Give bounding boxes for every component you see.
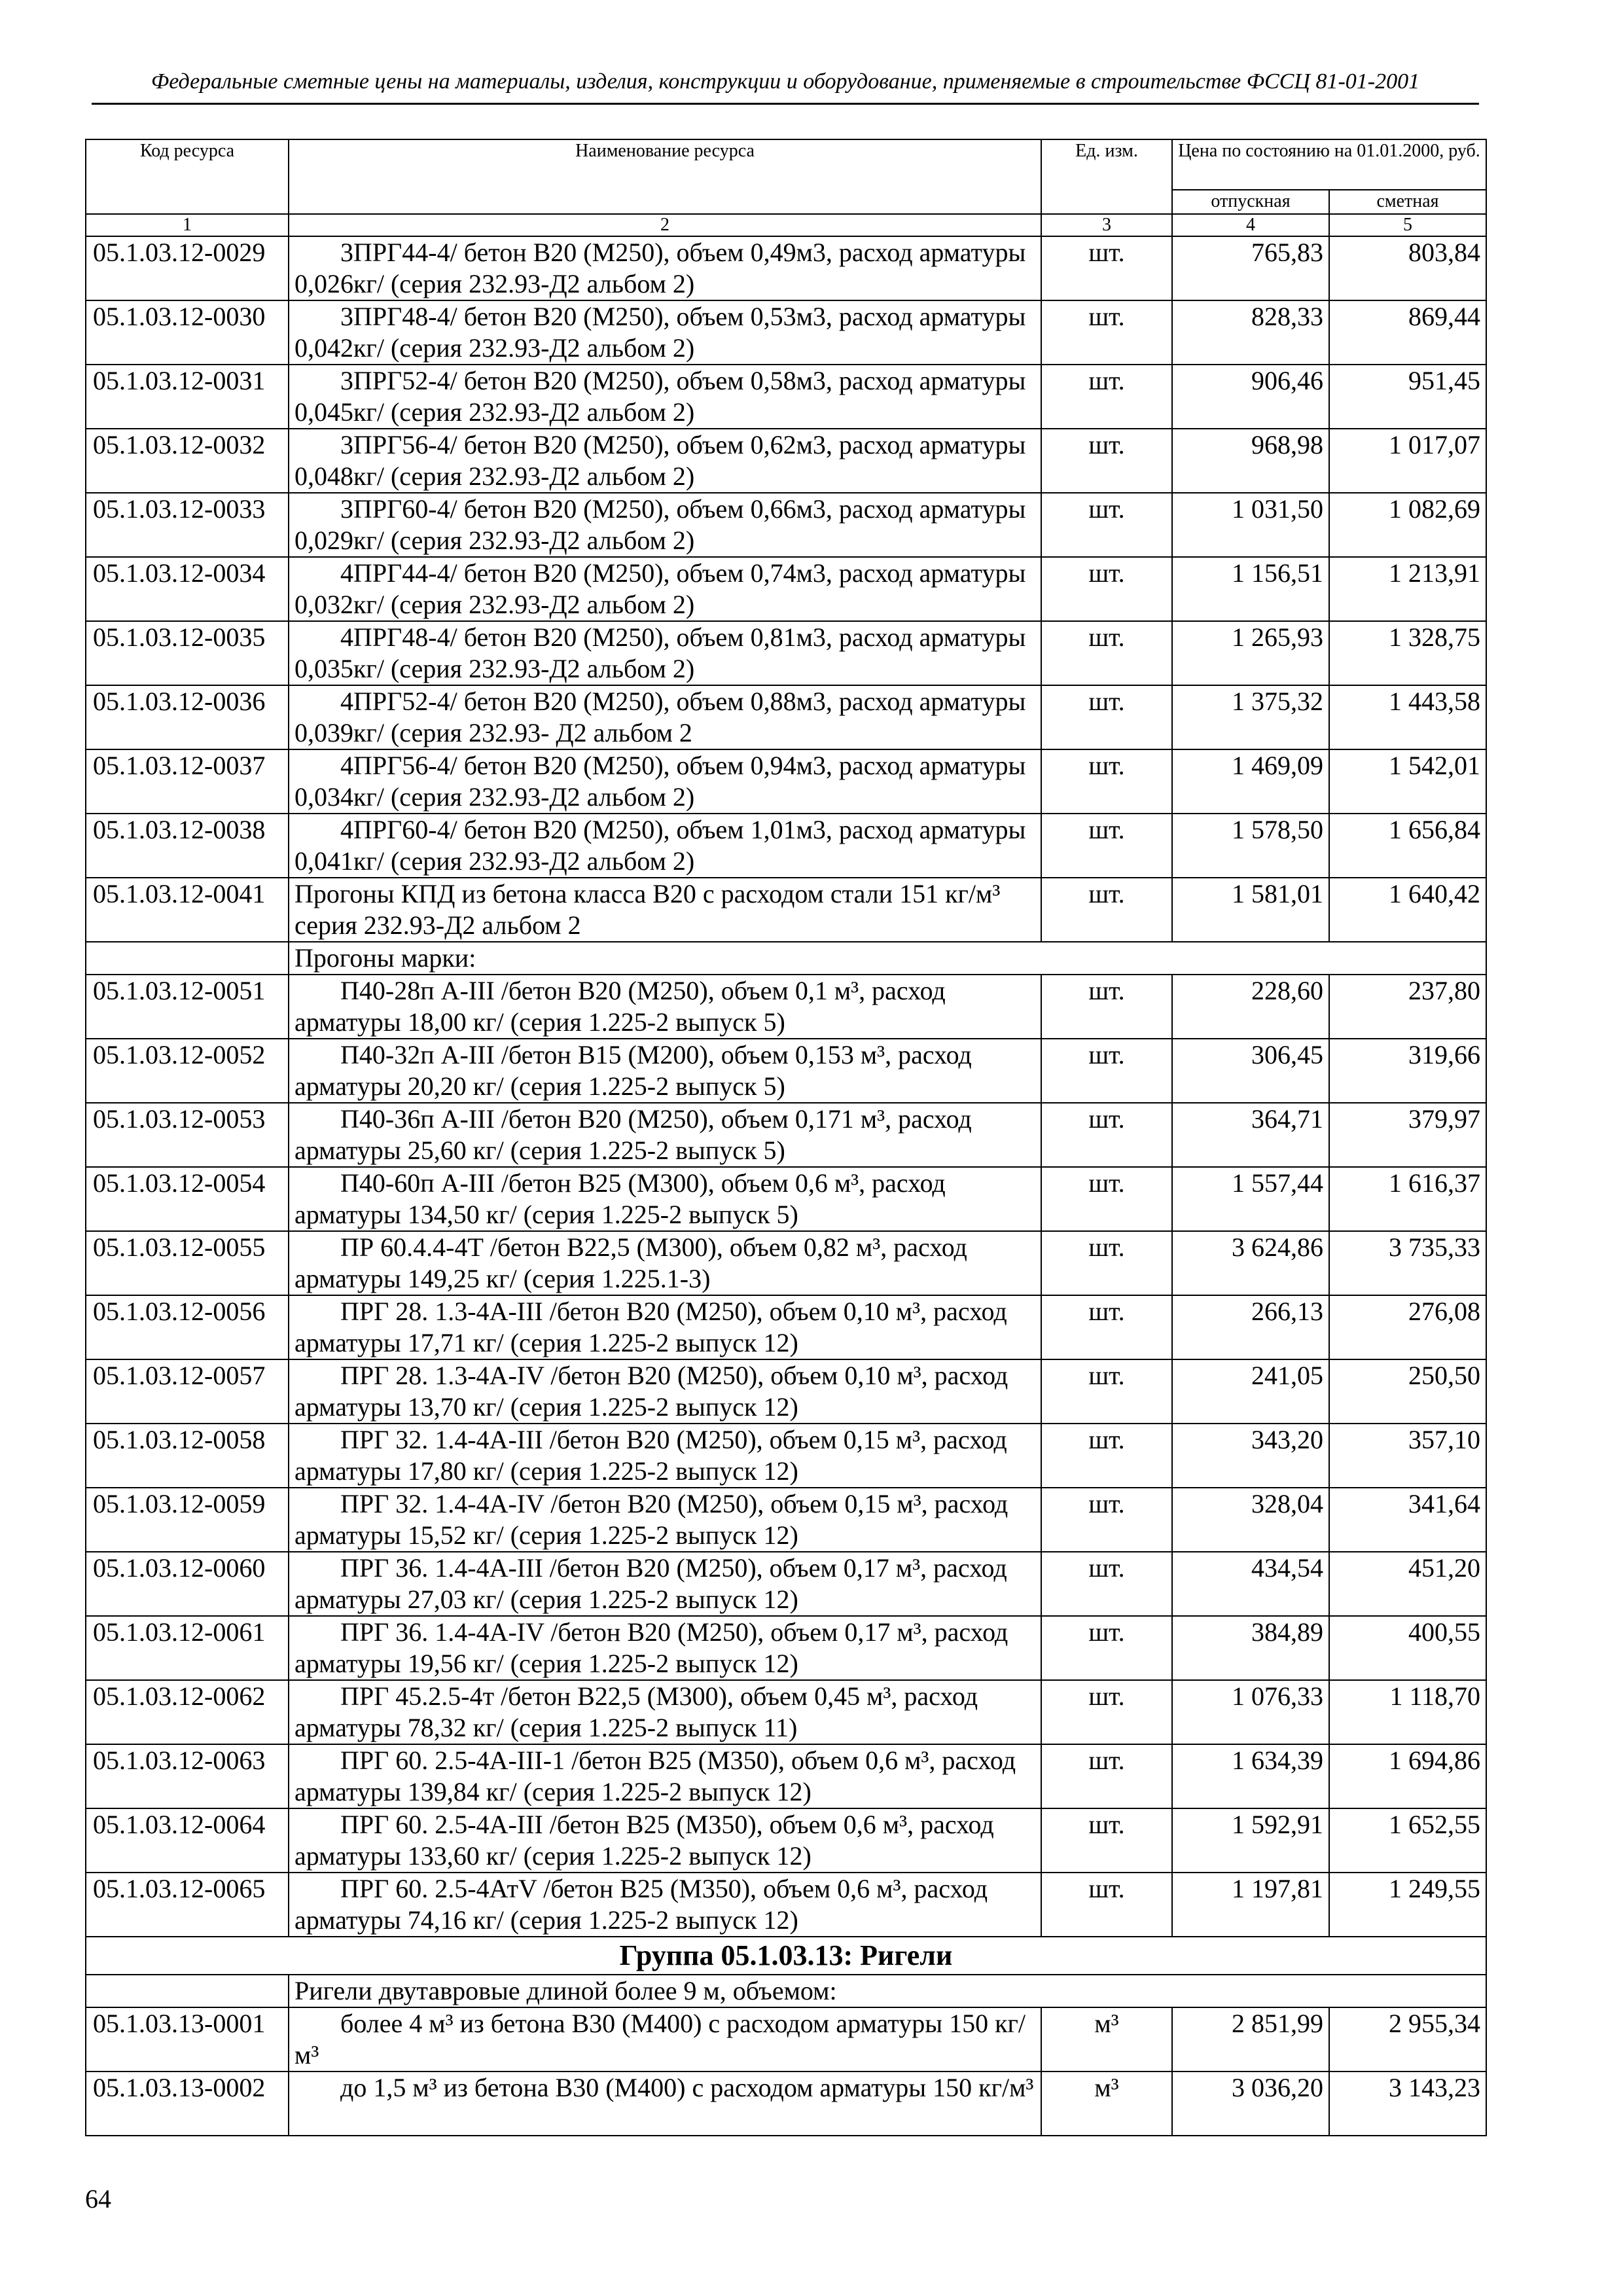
table-row [86,975,1486,1039]
estimate-price: 1 328,75 [1329,621,1486,685]
table-row [86,2007,1486,2072]
resource-code: 05.1.03.12-0064 [86,1808,289,1873]
resource-name: ПР 60.4.4-4Т /бетон В22,5 (М300), объем 0,82 м³, расход арматуры 149,25 кг/ (серия 1.225.1-3) [289,1231,1041,1295]
unit-of-measure: шт. [1041,878,1172,942]
release-price: 1 197,81 [1172,1873,1329,1937]
resource-code: 05.1.03.12-0059 [86,1488,289,1552]
resource-name: ПРГ 45.2.5-4т /бетон В22,5 (М300), объем 0,45 м³, расход арматуры 78,32 кг/ (серия 1.225-2 выпуск 11) [289,1680,1041,1744]
resource-name: ПРГ 28. 1.3-4А-III /бетон В20 (М250), объем 0,10 м³, расход арматуры 17,71 кг/ (серия 1.225-2 выпуск 12) [289,1295,1041,1359]
estimate-price: 951,45 [1329,365,1486,429]
resource-code: 05.1.03.12-0063 [86,1744,289,1808]
table-row [86,1295,1486,1359]
resource-name: ПРГ 60. 2.5-4А-III /бетон В25 (М350), объем 0,6 м³, расход арматуры 133,60 кг/ (серия 1.225-2 выпуск 12) [289,1808,1041,1873]
resource-code: 05.1.03.12-0062 [86,1680,289,1744]
table-row [86,1680,1486,1744]
release-price: 228,60 [1172,975,1329,1039]
table-row [86,1808,1486,1873]
empty-code-cell [86,1975,289,2007]
table-row [86,300,1486,365]
resource-name: 3ПРГ44-4/ бетон В20 (М250), объем 0,49м3, расход арматуры 0,026кг/ (серия 232.93-Д2 альбом 2) [289,236,1041,300]
resource-code: 05.1.03.12-0060 [86,1552,289,1616]
unit-of-measure: шт. [1041,365,1172,429]
estimate-price: 1 082,69 [1329,493,1486,557]
header-rule [92,103,1479,105]
release-price: 1 581,01 [1172,878,1329,942]
resource-code: 05.1.03.12-0038 [86,814,289,878]
resource-code: 05.1.03.12-0033 [86,493,289,557]
table-row [86,814,1486,878]
table-row [86,429,1486,493]
resource-code: 05.1.03.12-0037 [86,749,289,814]
resource-code: 05.1.03.12-0035 [86,621,289,685]
resource-code: 05.1.03.12-0030 [86,300,289,365]
page-number: 64 [85,2184,111,2214]
group-heading-row [86,1937,1486,1975]
estimate-price: 250,50 [1329,1359,1486,1424]
release-price: 328,04 [1172,1488,1329,1552]
table-row [86,1873,1486,1937]
resource-code: 05.1.03.12-0029 [86,236,289,300]
table-row [86,557,1486,621]
unit-of-measure: шт. [1041,1488,1172,1552]
resource-code: 05.1.03.12-0058 [86,1424,289,1488]
estimate-price: 319,66 [1329,1039,1486,1103]
unit-of-measure: шт. [1041,1808,1172,1873]
table-row [86,2072,1486,2136]
unit-of-measure: м³ [1041,2007,1172,2072]
estimate-price: 1 640,42 [1329,878,1486,942]
unit-of-measure: шт. [1041,1295,1172,1359]
header-release-price: отпускная [1172,190,1329,214]
estimate-price: 869,44 [1329,300,1486,365]
resource-name: ПРГ 60. 2.5-4АтV /бетон В25 (М350), объем 0,6 м³, расход арматуры 74,16 кг/ (серия 1.225-2 выпуск 12) [289,1873,1041,1937]
estimate-price: 451,20 [1329,1552,1486,1616]
column-number: 5 [1329,214,1486,236]
estimate-price: 1 656,84 [1329,814,1486,878]
resource-code: 05.1.03.12-0065 [86,1873,289,1937]
release-price: 384,89 [1172,1616,1329,1680]
release-price: 968,98 [1172,429,1329,493]
release-price: 3 036,20 [1172,2072,1329,2136]
estimate-price: 1 017,07 [1329,429,1486,493]
estimate-price: 1 616,37 [1329,1167,1486,1231]
release-price: 1 031,50 [1172,493,1329,557]
resource-code: 05.1.03.12-0054 [86,1167,289,1231]
estimate-price: 1 652,55 [1329,1808,1486,1873]
header-code: Код ресурса [86,139,289,214]
unit-of-measure: шт. [1041,236,1172,300]
header-unit: Ед. изм. [1041,139,1172,214]
table-row [86,1616,1486,1680]
unit-of-measure: шт. [1041,1873,1172,1937]
table-row [86,1167,1486,1231]
resource-code: 05.1.03.12-0055 [86,1231,289,1295]
release-price: 2 851,99 [1172,2007,1329,2072]
table-row [86,1231,1486,1295]
release-price: 1 578,50 [1172,814,1329,878]
resource-code: 05.1.03.12-0034 [86,557,289,621]
unit-of-measure: шт. [1041,1552,1172,1616]
column-number: 1 [86,214,289,236]
estimate-price: 3 735,33 [1329,1231,1486,1295]
table-row [86,1744,1486,1808]
table-row [86,621,1486,685]
resource-code: 05.1.03.12-0031 [86,365,289,429]
estimate-price: 237,80 [1329,975,1486,1039]
resource-name: 4ПРГ52-4/ бетон В20 (М250), объем 0,88м3, расход арматуры 0,039кг/ (серия 232.93- Д2 альбом 2 [289,685,1041,749]
table-row [86,1488,1486,1552]
estimate-price: 2 955,34 [1329,2007,1486,2072]
release-price: 364,71 [1172,1103,1329,1167]
table-row [86,1359,1486,1424]
header-name: Наименование ресурса [289,139,1041,214]
unit-of-measure: шт. [1041,1103,1172,1167]
resource-code: 05.1.03.12-0052 [86,1039,289,1103]
header-price-group: Цена по состоянию на 01.01.2000, руб. [1172,139,1486,190]
release-price: 1 156,51 [1172,557,1329,621]
resource-name: ПРГ 32. 1.4-4А-III /бетон В20 (М250), объем 0,15 м³, расход арматуры 17,80 кг/ (серия 1.225-2 выпуск 12) [289,1424,1041,1488]
subheader-label: Прогоны марки: [289,942,1486,975]
resource-name: П40-60п А-III /бетон В25 (М300), объем 0,6 м³, расход арматуры 134,50 кг/ (серия 1.225-2 выпуск 5) [289,1167,1041,1231]
release-price: 765,83 [1172,236,1329,300]
subheader-row [86,1975,1486,2007]
unit-of-measure: шт. [1041,621,1172,685]
estimate-price: 379,97 [1329,1103,1486,1167]
resource-code: 05.1.03.12-0041 [86,878,289,942]
table-row [86,685,1486,749]
estimate-price: 803,84 [1329,236,1486,300]
unit-of-measure: шт. [1041,685,1172,749]
table-row [86,365,1486,429]
estimate-price: 400,55 [1329,1616,1486,1680]
resource-name: более 4 м³ из бетона В30 (М400) с расходом арматуры 150 кг/м³ [289,2007,1041,2072]
unit-of-measure: шт. [1041,557,1172,621]
empty-code-cell [86,942,289,975]
resource-name: Прогоны КПД из бетона класса В20 с расходом стали 151 кг/м³ серия 232.93-Д2 альбом 2 [289,878,1041,942]
table-row [86,749,1486,814]
resource-name: 3ПРГ56-4/ бетон В20 (М250), объем 0,62м3, расход арматуры 0,048кг/ (серия 232.93-Д2 альбом 2) [289,429,1041,493]
release-price: 828,33 [1172,300,1329,365]
release-price: 241,05 [1172,1359,1329,1424]
release-price: 1 592,91 [1172,1808,1329,1873]
unit-of-measure: шт. [1041,1167,1172,1231]
unit-of-measure: шт. [1041,300,1172,365]
resource-name: П40-28п А-III /бетон В20 (М250), объем 0,1 м³, расход арматуры 18,00 кг/ (серия 1.225-2 выпуск 5) [289,975,1041,1039]
resource-name: 3ПРГ52-4/ бетон В20 (М250), объем 0,58м3, расход арматуры 0,045кг/ (серия 232.93-Д2 альбом 2) [289,365,1041,429]
table-row [86,1552,1486,1616]
estimate-price: 276,08 [1329,1295,1486,1359]
estimate-price: 1 443,58 [1329,685,1486,749]
resource-name: 4ПРГ44-4/ бетон В20 (М250), объем 0,74м3, расход арматуры 0,032кг/ (серия 232.93-Д2 альбом 2) [289,557,1041,621]
unit-of-measure: шт. [1041,1039,1172,1103]
resource-name: до 1,5 м³ из бетона В30 (М400) с расходом арматуры 150 кг/м³ [289,2072,1041,2136]
header-estimate-price: сметная [1329,190,1486,214]
release-price: 266,13 [1172,1295,1329,1359]
resource-name: 4ПРГ56-4/ бетон В20 (М250), объем 0,94м3, расход арматуры 0,034кг/ (серия 232.93-Д2 альбом 2) [289,749,1041,814]
table-row [86,878,1486,942]
release-price: 1 634,39 [1172,1744,1329,1808]
resource-name: ПРГ 28. 1.3-4А-IV /бетон В20 (М250), объем 0,10 м³, расход арматуры 13,70 кг/ (серия 1.225-2 выпуск 12) [289,1359,1041,1424]
release-price: 3 624,86 [1172,1231,1329,1295]
table-row [86,1424,1486,1488]
resource-name: 4ПРГ60-4/ бетон В20 (М250), объем 1,01м3, расход арматуры 0,041кг/ (серия 232.93-Д2 альбом 2) [289,814,1041,878]
release-price: 906,46 [1172,365,1329,429]
unit-of-measure: шт. [1041,1424,1172,1488]
release-price: 1 076,33 [1172,1680,1329,1744]
resource-name: ПРГ 60. 2.5-4А-III-1 /бетон В25 (М350), объем 0,6 м³, расход арматуры 139,84 кг/ (серия 1.225-2 выпуск 12) [289,1744,1041,1808]
unit-of-measure: шт. [1041,975,1172,1039]
unit-of-measure: шт. [1041,814,1172,878]
resource-name: 3ПРГ60-4/ бетон В20 (М250), объем 0,66м3, расход арматуры 0,029кг/ (серия 232.93-Д2 альбом 2) [289,493,1041,557]
table-row [86,493,1486,557]
release-price: 1 469,09 [1172,749,1329,814]
unit-of-measure: шт. [1041,1616,1172,1680]
estimate-price: 3 143,23 [1329,2072,1486,2136]
column-number-row [86,214,1486,236]
subheader-row [86,942,1486,975]
unit-of-measure: шт. [1041,749,1172,814]
unit-of-measure: шт. [1041,1231,1172,1295]
resource-name: ПРГ 32. 1.4-4А-IV /бетон В20 (М250), объем 0,15 м³, расход арматуры 15,52 кг/ (серия 1.225-2 выпуск 12) [289,1488,1041,1552]
resource-name: 4ПРГ48-4/ бетон В20 (М250), объем 0,81м3, расход арматуры 0,035кг/ (серия 232.93-Д2 альбом 2) [289,621,1041,685]
resource-code: 05.1.03.12-0032 [86,429,289,493]
resource-code: 05.1.03.12-0057 [86,1359,289,1424]
resource-name: 3ПРГ48-4/ бетон В20 (М250), объем 0,53м3, расход арматуры 0,042кг/ (серия 232.93-Д2 альбом 2) [289,300,1041,365]
resource-name: ПРГ 36. 1.4-4А-IV /бетон В20 (М250), объем 0,17 м³, расход арматуры 19,56 кг/ (серия 1.225-2 выпуск 12) [289,1616,1041,1680]
resource-name: П40-36п А-III /бетон В20 (М250), объем 0,171 м³, расход арматуры 25,60 кг/ (серия 1.225-2 выпуск 5) [289,1103,1041,1167]
table-row [86,1103,1486,1167]
table-row [86,236,1486,300]
resource-name: П40-32п А-III /бетон В15 (М200), объем 0,153 м³, расход арматуры 20,20 кг/ (серия 1.225-2 выпуск 5) [289,1039,1041,1103]
estimate-price: 1 118,70 [1329,1680,1486,1744]
group-heading: Группа 05.1.03.13: Ригели [86,1937,1486,1975]
column-number: 3 [1041,214,1172,236]
unit-of-measure: шт. [1041,1744,1172,1808]
resource-code: 05.1.03.12-0036 [86,685,289,749]
resource-code: 05.1.03.12-0053 [86,1103,289,1167]
unit-of-measure: шт. [1041,1680,1172,1744]
subheader-label: Ригели двутавровые длиной более 9 м, объемом: [289,1975,1486,2007]
estimate-price: 1 694,86 [1329,1744,1486,1808]
table-row [86,1039,1486,1103]
release-price: 343,20 [1172,1424,1329,1488]
column-number: 4 [1172,214,1329,236]
release-price: 306,45 [1172,1039,1329,1103]
estimate-price: 357,10 [1329,1424,1486,1488]
price-table [85,139,1487,2136]
release-price: 434,54 [1172,1552,1329,1616]
estimate-price: 341,64 [1329,1488,1486,1552]
resource-code: 05.1.03.12-0051 [86,975,289,1039]
page-header: Федеральные сметные цены на материалы, изделия, конструкции и оборудование, применяемые в строительстве ФССЦ 81-01-2001 [151,69,1420,94]
column-number: 2 [289,214,1041,236]
estimate-price: 1 249,55 [1329,1873,1486,1937]
release-price: 1 557,44 [1172,1167,1329,1231]
resource-code: 05.1.03.12-0056 [86,1295,289,1359]
unit-of-measure: шт. [1041,429,1172,493]
unit-of-measure: шт. [1041,493,1172,557]
resource-code: 05.1.03.13-0002 [86,2072,289,2136]
resource-code: 05.1.03.13-0001 [86,2007,289,2072]
resource-name: ПРГ 36. 1.4-4А-III /бетон В20 (М250), объем 0,17 м³, расход арматуры 27,03 кг/ (серия 1.225-2 выпуск 12) [289,1552,1041,1616]
estimate-price: 1 213,91 [1329,557,1486,621]
release-price: 1 265,93 [1172,621,1329,685]
estimate-price: 1 542,01 [1329,749,1486,814]
resource-code: 05.1.03.12-0061 [86,1616,289,1680]
release-price: 1 375,32 [1172,685,1329,749]
unit-of-measure: шт. [1041,1359,1172,1424]
unit-of-measure: м³ [1041,2072,1172,2136]
